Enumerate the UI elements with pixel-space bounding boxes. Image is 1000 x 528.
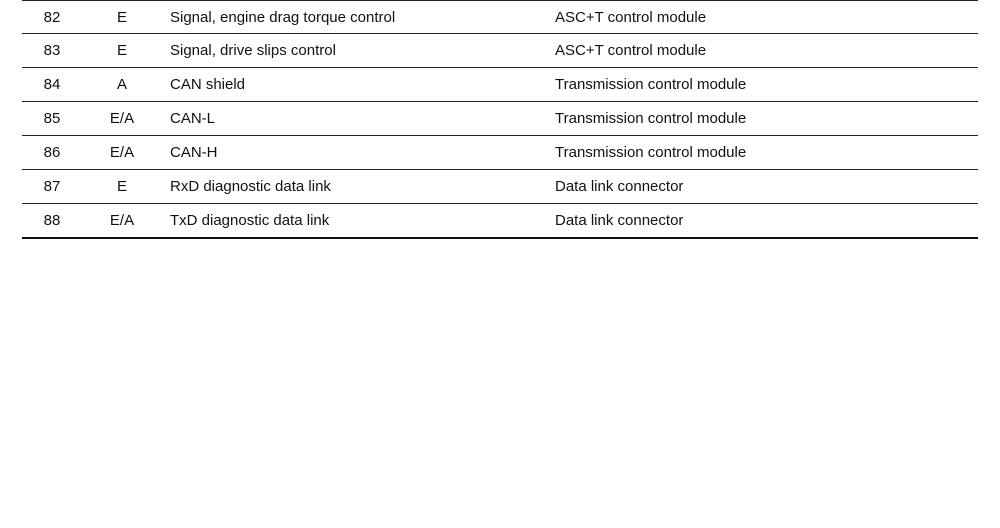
connection: Transmission control module <box>555 68 978 102</box>
connection: ASC+T control module <box>555 1 978 34</box>
explanation: TxD diagnostic data link <box>162 204 555 239</box>
pin-number: 82 <box>22 1 82 34</box>
connection: Transmission control module <box>555 102 978 136</box>
table-row <box>22 1 978 34</box>
signal-type: E <box>82 34 162 68</box>
pin-number: 83 <box>22 34 82 68</box>
pin-number: 87 <box>22 170 82 204</box>
explanation: CAN-L <box>162 102 555 136</box>
signal-type: E <box>82 1 162 34</box>
table-row <box>22 102 978 136</box>
connection: Data link connector <box>555 170 978 204</box>
signal-type: E/A <box>82 102 162 136</box>
pin-assignment-table <box>22 0 978 239</box>
signal-type: A <box>82 68 162 102</box>
connection: Data link connector <box>555 204 978 239</box>
table-row <box>22 170 978 204</box>
explanation: CAN shield <box>162 68 555 102</box>
pin-number: 84 <box>22 68 82 102</box>
explanation: Signal, engine drag torque control <box>162 1 555 34</box>
explanation: CAN-H <box>162 136 555 170</box>
signal-type: E <box>82 170 162 204</box>
table-row <box>22 204 978 239</box>
connection: Transmission control module <box>555 136 978 170</box>
table-row <box>22 68 978 102</box>
pin-number: 86 <box>22 136 82 170</box>
signal-type: E/A <box>82 136 162 170</box>
table-row <box>22 34 978 68</box>
pin-number: 88 <box>22 204 82 239</box>
signal-type: E/A <box>82 204 162 239</box>
explanation: RxD diagnostic data link <box>162 170 555 204</box>
explanation: Signal, drive slips control <box>162 34 555 68</box>
connection: ASC+T control module <box>555 34 978 68</box>
pin-number: 85 <box>22 102 82 136</box>
table-row <box>22 136 978 170</box>
